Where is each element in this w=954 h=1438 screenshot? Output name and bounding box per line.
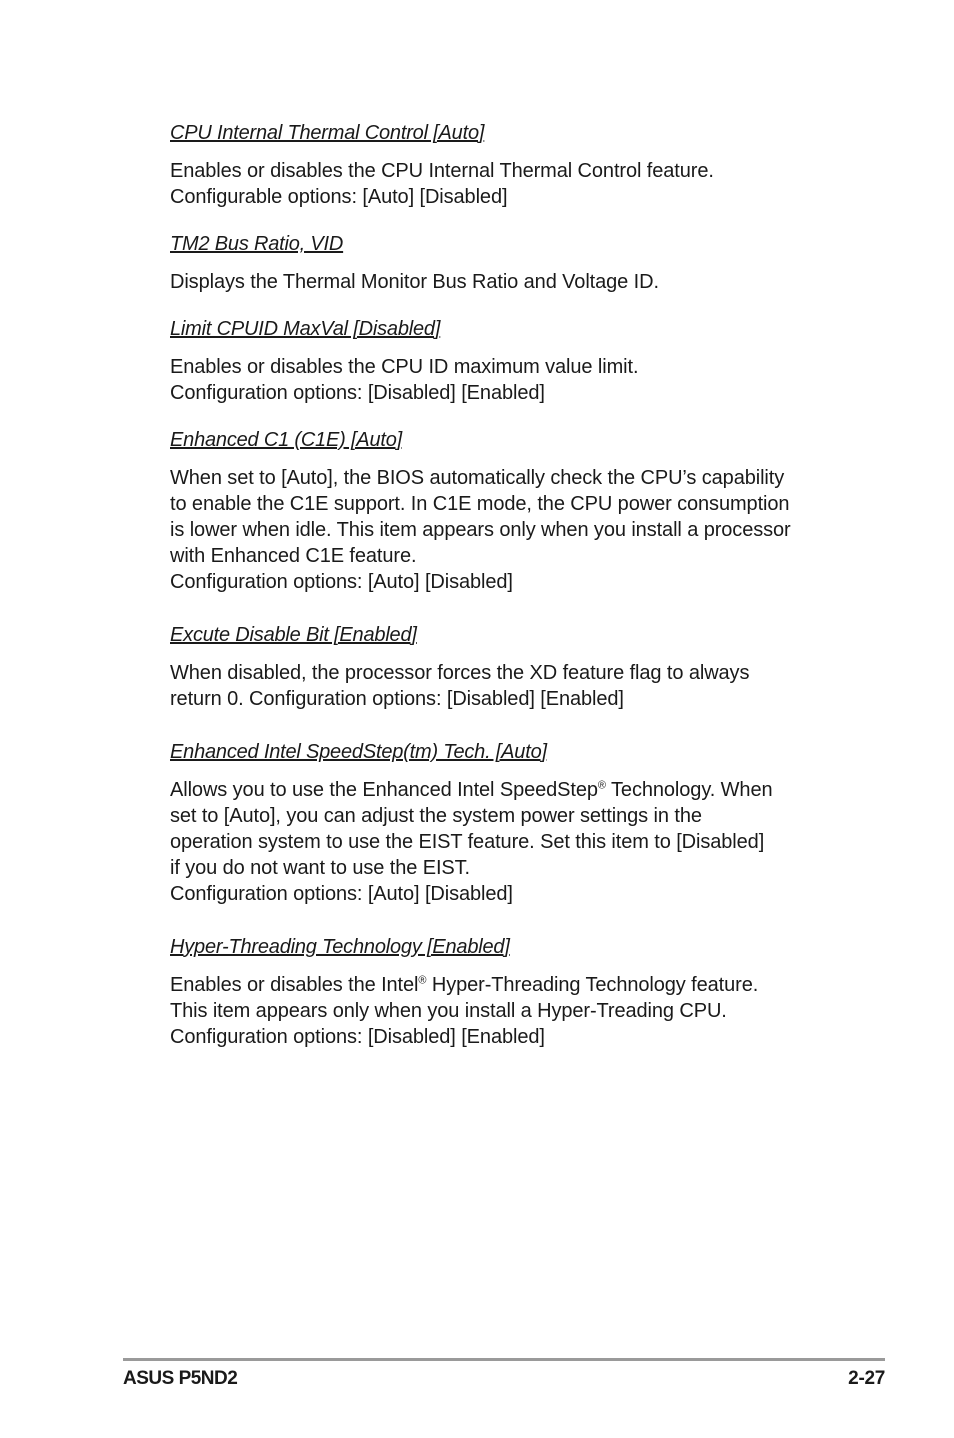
section-text: with Enhanced C1E feature. — [170, 545, 417, 567]
section-text: to enable the C1E support. In C1E mode, the CPU power consumption — [170, 493, 790, 515]
section-execute-disable-bit — [170, 622, 850, 712]
section-heading: Hyper-Threading Technology [Enabled] — [170, 936, 510, 958]
footer-product-name: ASUS P5ND2 — [123, 1368, 238, 1389]
text-run: Allows you to use the Enhanced Intel SpeedStep — [170, 779, 598, 801]
section-text: Enables or disables the CPU Internal Thermal Control feature. — [170, 160, 714, 182]
text-run: Technology. When — [605, 779, 773, 801]
section-enhanced-c1 — [170, 427, 850, 595]
section-tm2-bus-ratio-vid — [170, 231, 850, 295]
page-content — [170, 120, 850, 1050]
text-run: Enables or disables the Intel — [170, 974, 419, 996]
section-text: is lower when idle. This item appears only when you install a processor — [170, 519, 791, 541]
section-heading: Enhanced Intel SpeedStep(tm) Tech. [Auto] — [170, 741, 547, 763]
section-text: set to [Auto], you can adjust the system power settings in the — [170, 805, 702, 827]
section-heading: Enhanced C1 (C1E) [Auto] — [170, 429, 402, 451]
footer-page-number: 2-27 — [848, 1368, 885, 1389]
section-heading: CPU Internal Thermal Control [Auto] — [170, 122, 485, 144]
section-enhanced-intel-speedstep — [170, 739, 850, 907]
section-hyper-threading — [170, 934, 850, 1050]
section-cpu-internal-thermal-control — [170, 120, 850, 210]
footer-divider — [123, 1358, 885, 1361]
section-text: operation system to use the EIST feature. Set this item to [Disabled] — [170, 831, 765, 853]
section-text: When set to [Auto], the BIOS automatically check the CPU’s capability — [170, 467, 785, 489]
section-text: Configuration options: [Auto] [Disabled] — [170, 883, 513, 905]
registered-mark: ® — [418, 974, 427, 987]
section-text — [170, 777, 850, 803]
section-heading: Excute Disable Bit [Enabled] — [170, 624, 417, 646]
section-text: if you do not want to use the EIST. — [170, 857, 471, 879]
registered-mark: ® — [597, 779, 606, 792]
section-text: Configurable options: [Auto] [Disabled] — [170, 186, 508, 208]
section-limit-cpuid-maxval — [170, 316, 850, 406]
text-run: Hyper-Threading Technology feature. — [426, 974, 759, 996]
section-text — [170, 972, 850, 998]
section-heading: TM2 Bus Ratio, VID — [170, 233, 344, 255]
section-text: Configuration options: [Auto] [Disabled] — [170, 571, 513, 593]
section-text: Configuration options: [Disabled] [Enabled] — [170, 1026, 545, 1048]
section-text: Configuration options: [Disabled] [Enabled] — [170, 382, 545, 404]
section-text: return 0. Configuration options: [Disabled] [Enabled] — [170, 688, 624, 710]
section-text: This item appears only when you install a Hyper-Treading CPU. — [170, 1000, 727, 1022]
section-text: When disabled, the processor forces the XD feature flag to always — [170, 662, 750, 684]
section-text: Enables or disables the CPU ID maximum value limit. — [170, 356, 639, 378]
section-text: Displays the Thermal Monitor Bus Ratio and Voltage ID. — [170, 271, 659, 293]
section-heading: Limit CPUID MaxVal [Disabled] — [170, 318, 441, 340]
